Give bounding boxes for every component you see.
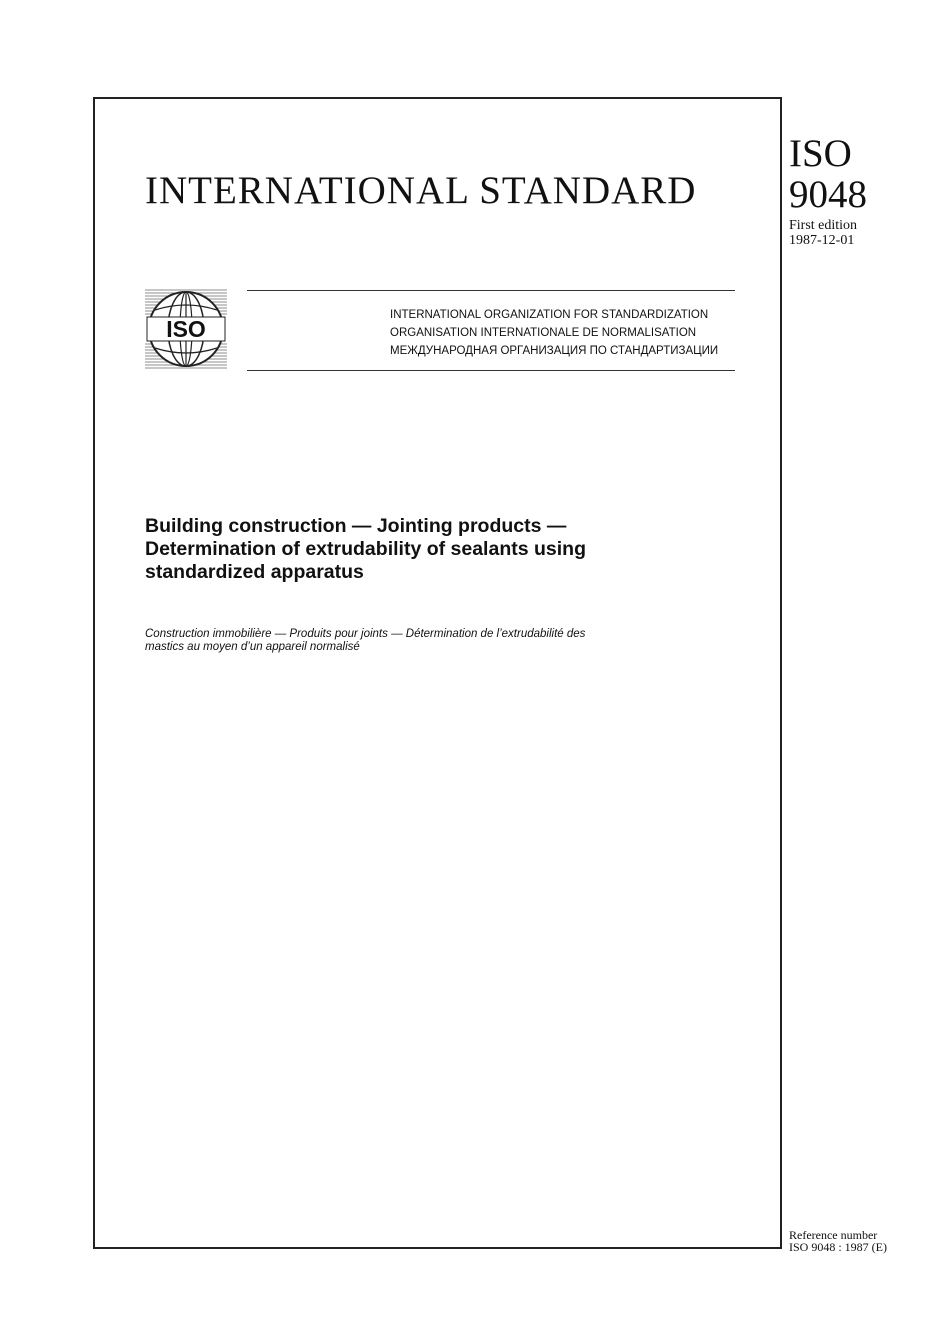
title-line-1: Building construction — Jointing products —	[145, 515, 567, 537]
french-title-line-1: Construction immobilière — Produits pour joints — Détermination de l’extrudabilité des	[145, 628, 586, 640]
title-line-2: Determination of extrudability of sealants using	[145, 538, 586, 560]
reference-value: ISO 9048 : 1987 (E)	[789, 1240, 887, 1254]
title-line-3: standardized apparatus	[145, 561, 364, 583]
badge-date: 1987-12-01	[789, 233, 855, 248]
document-type-title: INTERNATIONAL STANDARD	[145, 169, 697, 212]
french-title	[145, 628, 715, 654]
badge-organization: ISO	[789, 132, 852, 175]
iso-logo	[145, 288, 227, 370]
iso-logo-text: ISO	[166, 316, 206, 342]
org-name-russian: МЕЖДУНАРОДНАЯ ОРГАНИЗАЦИЯ ПО СТАНДАРТИЗАЦИИ	[390, 345, 719, 357]
organization-names	[390, 306, 718, 360]
standard-title	[145, 515, 705, 584]
org-name-french: ORGANISATION INTERNATIONALE DE NORMALISATION	[390, 327, 697, 339]
badge-edition: First edition	[789, 218, 858, 233]
standard-badge	[789, 133, 867, 248]
page-frame	[93, 97, 782, 1249]
org-name-english: INTERNATIONAL ORGANIZATION FOR STANDARDIZATION	[390, 309, 709, 321]
reference-label: Reference number	[789, 1228, 878, 1242]
french-title-line-2: mastics au moyen d’un appareil normalisé	[145, 641, 360, 653]
reference-number	[789, 1229, 887, 1253]
top-rule	[247, 290, 735, 291]
badge-number: 9048	[789, 173, 867, 216]
bottom-rule	[247, 370, 735, 371]
